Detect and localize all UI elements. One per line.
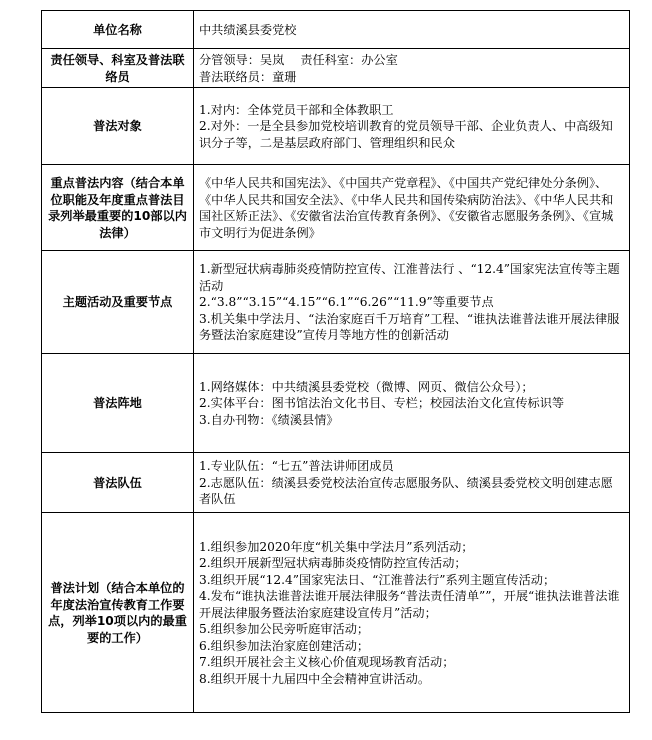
unit-label: 单位名称 [42,11,194,49]
themes-line-1: 1.新型冠状病毒肺炎疫情防控宣传、江淮普法行 、“12.4”国家宪法宣传等主题活动 [199,262,620,293]
row-unit [42,11,630,49]
plan-label: 普法计划（结合本单位的年度法治宣传教育工作要点，列举10项以内的最重要的工作） [42,513,194,713]
positions-value [194,354,630,453]
plan-value [194,513,630,713]
row-key-content [42,165,630,251]
unit-value: 中共绩溪县委党校 [194,11,630,49]
contact-text: 普法联络员：童珊 [199,69,297,84]
positions-line-3: 3.自办刊物：《绩溪县情》 [199,412,339,427]
positions-line-2: 2.实体平台：图书馆法治文化书目、专栏；校园法治文化宣传标识等 [199,396,565,411]
leaders-value [194,49,630,88]
targets-value [194,88,630,165]
plan-line-3: 3.组织开展“12.4”国家宪法日、“江淮普法行”系列主题宣传活动； [199,572,556,587]
teams-value [194,453,630,513]
teams-label: 普法队伍 [42,453,194,513]
row-leaders [42,49,630,88]
themes-line-3: 3.机关集中学法月、“法治家庭百千万培育”工程、“谁执法谁普法谁开展法律服务暨法治家庭建设”宣传月等地方性的创新活动 [199,311,620,343]
row-teams [42,453,630,513]
targets-label: 普法对象 [42,88,194,165]
teams-line-1: 1.专业队伍：“七五”普法讲师团成员 [199,459,394,474]
leaders-line-1 [199,52,624,69]
themes-value [194,251,630,354]
plan-line-1: 1.组织参加2020年度“机关集中学法月”系列活动； [199,539,474,554]
row-plan [42,513,630,713]
plan-line-5: 5.组织参加公民旁听庭审活动； [199,622,370,637]
plan-line-4: 4.发布“谁执法谁普法谁开展法律服务“普法责任清单””，开展“谁执法谁普法谁开展法律服务暨法治家庭建设宣传月”活动； [199,589,620,620]
leader-text: 分管领导：吴岚 [199,53,285,67]
positions-label: 普法阵地 [42,354,194,453]
leaders-label: 责任领导、科室及普法联络员 [42,49,194,88]
plan-line-8: 8.组织开展十九届四中全会精神宣讲活动。 [199,671,431,686]
key-content-value: 《中华人民共和国宪法》、《中国共产党章程》、《中国共产党纪律处分条例》、《中华人民共和国安全法》、《中华人民共和国传染病防治法》、《中华人民共和国社区矫正法》、《安徽省法治宣传教育条例》、《安徽省志愿服务条例》、《宣城市文明行为促进条例》 [194,165,630,251]
row-targets [42,88,630,165]
office-text: 责任科室：办公室 [300,53,398,67]
themes-line-2: 2.“3.8”“3.15”“4.15”“6.1”“6.26”“11.9”等重要节点 [199,295,494,310]
targets-line-1: 1.对内：全体党员干部和全体教职工 [199,102,394,117]
row-positions [42,354,630,453]
legal-education-table [41,10,630,713]
plan-line-7: 7.组织开展社会主义核心价值观现场教育活动； [199,655,455,670]
key-content-label: 重点普法内容（结合本单位职能及年度重点普法目录列举最重要的10部以内法律） [42,165,194,251]
themes-label: 主题活动及重要节点 [42,251,194,354]
plan-line-2: 2.组织开展新型冠状病毒肺炎疫情防控宣传活动； [199,556,467,571]
row-themes [42,251,630,354]
targets-line-2: 2.对外：一是全县参加党校培训教育的党员领导干部、企业负责人、中高级知识分子等，二是基层政府部门、管理组织和民众 [199,119,613,150]
teams-line-2: 2.志愿队伍：绩溪县委党校法治宣传志愿服务队、绩溪县委党校文明创建志愿者队伍 [199,475,613,507]
plan-line-6: 6.组织参加法治家庭创建活动； [199,638,370,653]
positions-line-1: 1.网络媒体：中共绩溪县委党校（微博、网页、微信公众号）； [199,379,534,394]
